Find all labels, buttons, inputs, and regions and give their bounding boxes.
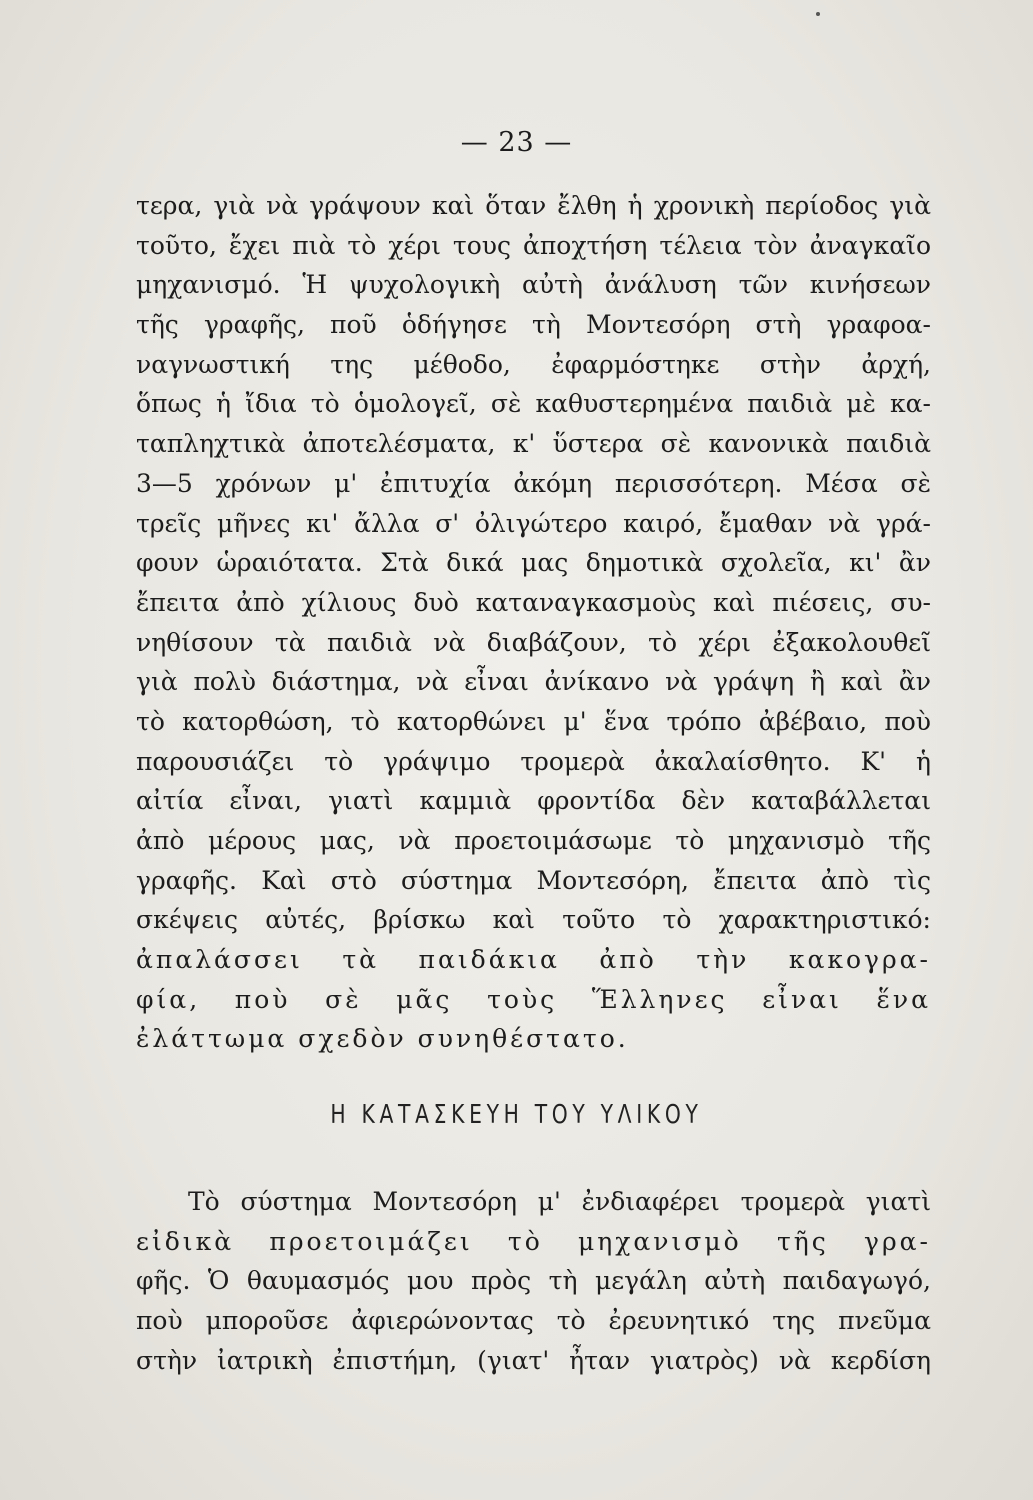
text-line: Τὸ σύστημα Μοντεσόρη μ' ἐνδιαφέρει τρομερὰ γιατὶ [188,1187,931,1216]
text-line: αἰτία εἶναι, γιατὶ καμμιὰ φροντίδα δὲν καταβάλλεται [136,786,931,816]
text-line: γραφῆς. Καὶ στὸ σύστημα Μοντεσόρη, ἔπειτα ἀπὸ τὶς [136,865,931,895]
text-line: σκέψεις αὐτές, βρίσκω καὶ τοῦτο τὸ χαρακτηριστικό: [136,905,931,935]
text-line: 3—5 χρόνων μ' ἐπιτυχία ἀκόμη περισσότερη. Μέσα σὲ [136,468,931,498]
text-line: μηχανισμό. Ἡ ψυχολογικὴ αὐτὴ ἀνάλυση τῶν κινήσεων [136,270,931,300]
text-line: τὸ κατορθώση, τὸ κατορθώνει μ' ἕνα τρόπο ἀβέβαιο, ποὺ [136,706,931,736]
text-line: ἐλάττωμα σχεδὸν συνηθέστατο. [136,1024,629,1054]
text-line: ὅπως ἡ ἴδια τὸ ὁμολογεῖ, σὲ καθυστερημένα παιδιὰ μὲ κα- [136,389,931,419]
section-heading: Η ΚΑΤΑΣΚΕΥΗ ΤΟΥ ΥΛΙΚΟΥ [330,1100,703,1130]
text-line: φῆς. Ὁ θαυμασμός μου πρὸς τὴ μεγάλη αὐτὴ παιδαγωγό, [136,1266,931,1296]
text-line: ναγνωστική της μέθοδο, ἐφαρμόστηκε στὴν ἀρχή, [136,349,931,379]
text-line: τρεῖς μῆνες κι' ἄλλα σ' ὀλιγώτερο καιρό, ἔμαθαν νὰ γρά- [136,508,931,538]
text-line: ἀπὸ μέρους μας, νὰ προετοιμάσωμε τὸ μηχανισμὸ τῆς [136,826,931,855]
text-line: φουν ὡραιότατα. Στὰ δικά μας δημοτικὰ σχολεῖα, κι' ἂν [136,548,931,578]
text-line: νηθίσουν τὰ παιδιὰ νὰ διαβάζουν, τὸ χέρι ἐξακολουθεῖ [136,627,931,657]
paper-speck [816,12,820,16]
text-line: τερα, γιὰ νὰ γράψουν καὶ ὅταν ἔλθη ἡ χρονικὴ περίοδος γιὰ [136,191,931,220]
page-number: — 23 — [460,127,573,158]
text-line: εἰδικὰ προετοιμάζει τὸ μηχανισμὸ τῆς γρα- [136,1226,931,1256]
text-line: ταπληχτικὰ ἀποτελέσματα, κ' ὕστερα σὲ κανονικὰ παιδιὰ [136,429,931,459]
text-line: ποὺ μποροῦσε ἀφιερώνοντας τὸ ἐρευνητικό της πνεῦμα [136,1306,931,1336]
text-line: ἀπαλάσσει τὰ παιδάκια ἀπὸ τὴν κακογρα- [136,945,931,975]
paragraph-2 [136,1182,931,1380]
text-line: φία, ποὺ σὲ μᾶς τοὺς Ἕλληνες εἶναι ἕνα [136,984,931,1014]
text-line: γιὰ πολὺ διάστημα, νὰ εἶναι ἀνίκανο νὰ γράψη ἢ καὶ ἂν [136,667,931,697]
text-line: παρουσιάζει τὸ γράψιμο τρομερὰ ἀκαλαίσθητο. Κ' ἡ [136,746,931,776]
text-line: ἔπειτα ἀπὸ χίλιους δυὸ καταναγκασμοὺς καὶ πιέσεις, συ- [136,587,931,617]
text-line: τοῦτο, ἔχει πιὰ τὸ χέρι τους ἀποχτήση τέλεια τὸν ἀναγκαῖο [136,230,931,260]
text-line: στὴν ἰατρικὴ ἐπιστήμη, (γιατ' ἦταν γιατρὸς) νὰ κερδίση [136,1345,931,1375]
text-line: τῆς γραφῆς, ποῦ ὁδήγησε τὴ Μοντεσόρη στὴ γραφοα- [136,310,931,340]
paragraph-1 [136,186,931,1059]
